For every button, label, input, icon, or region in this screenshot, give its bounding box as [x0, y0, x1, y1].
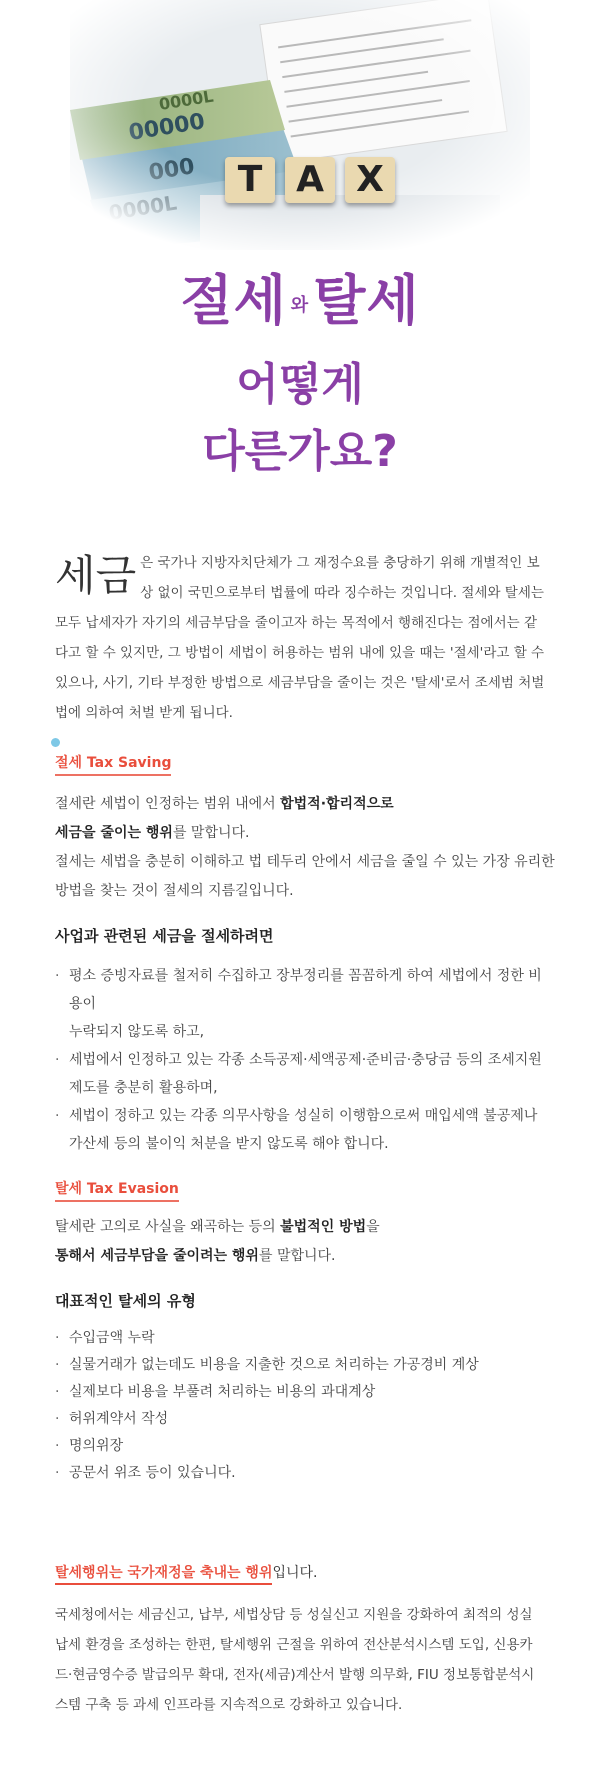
- evasion-bullet-item: · 명의위장: [55, 1433, 555, 1460]
- tax-hero-image: [70, 0, 530, 250]
- saving-bullet-2-line2: 제도를 충분히 활용하며,: [69, 1080, 218, 1096]
- evasion-def-pre: 탈세란 고의로 사실을 왜곡하는 등의: [55, 1219, 281, 1235]
- saving-bullet-2-line1: 세법에서 인정하고 있는 각종 소득공제·세액공제·준비금·충당금 등의 조세지원: [69, 1052, 542, 1068]
- saving-description: 절세는 세법을 충분히 이해하고 법 테두리 안에서 세금을 줄일 수 있는 가장 유리한 방법을 찾는 것이 절세의 지름길입니다.: [55, 854, 555, 899]
- saving-bullet-item: [55, 1046, 555, 1102]
- saving-heading-text: 절세 Tax Saving: [55, 755, 172, 771]
- saving-def-pre: 절세란 세법이 인정하는 범위 내에서: [55, 796, 281, 812]
- intro-text: 은 국가나 지방자치단체가 그 재정수요를 충당하기 위해 개별적인 보상 없이 국민으로부터 법률에 따라 징수하는 것입니다. 절세와 탈세는 모두 납세자가 자기의 세금부담을 줄이고자 하는 목적에서 행해진다는 점에서는 같다고 할 수 있지만, 그 방법이 세법이 허용하는 범위 내에 있을 때는 '절세'라고 할 수 있으나, 사기, 기타 부정한 방법으로 세금부담을 줄이는 것은 '탈세'로서 조세범 처벌법에 의하여 처벌 받게 됩니다.: [55, 555, 545, 721]
- closing-heading: [55, 1562, 318, 1582]
- evasion-subheading: 대표적인 탈세의 유형: [55, 1292, 196, 1310]
- saving-bullet-item: [55, 962, 555, 1046]
- saving-heading-underline: [55, 774, 171, 776]
- title-connector: 와: [290, 295, 310, 317]
- title-saving: 절세: [180, 269, 287, 332]
- evasion-heading: [55, 1178, 179, 1198]
- saving-bullet-3-line2: 가산세 등의 불이익 처분을 받지 않도록 해야 합니다.: [69, 1136, 389, 1152]
- evasion-bullet-item: · 허위계약서 작성: [55, 1406, 555, 1433]
- saving-heading: [55, 752, 171, 772]
- evasion-definition: [55, 1213, 555, 1271]
- evasion-bullet-list: [55, 1325, 555, 1487]
- hero-section: [0, 0, 600, 500]
- evasion-def-bold1: 불법적인 방법: [280, 1219, 367, 1235]
- saving-bullet-3-line1: 세법이 정하고 있는 각종 의무사항을 성실히 이행함으로써 매입세액 불공제나: [69, 1108, 538, 1124]
- hero-photo-illustration: [70, 0, 530, 250]
- saving-def-bold1: 합법적·합리적으로: [280, 796, 394, 812]
- tile-x: X: [345, 157, 395, 203]
- saving-bullet-item: [55, 1102, 555, 1158]
- section-dot-icon: [51, 738, 60, 747]
- evasion-bullet-item: · 실물거래가 없는데도 비용을 지출한 것으로 처리하는 가공경비 계상: [55, 1352, 555, 1379]
- evasion-bullet-item: · 수입금액 누락: [55, 1325, 555, 1352]
- evasion-heading-text: 탈세 Tax Evasion: [55, 1181, 179, 1197]
- closing-heading-post: 입니다.: [272, 1565, 318, 1581]
- tile-a: A: [285, 157, 335, 203]
- saving-subheading: 사업과 관련된 세금을 절세하려면: [55, 927, 274, 945]
- evasion-bullet-item: · 실제보다 비용을 부풀려 처리하는 비용의 과대계상: [55, 1379, 555, 1406]
- evasion-def-mid: 을: [366, 1219, 380, 1235]
- main-title-line1: [0, 258, 600, 335]
- saving-bullet-list: [55, 962, 555, 1158]
- saving-bullet-1-line1: 평소 증빙자료를 철저히 수집하고 장부정리를 꼼꼼하게 하여 세법에서 정한 비용이: [69, 968, 542, 1012]
- evasion-def-bold2: 통해서 세금부담을 줄이려는 행위: [55, 1248, 259, 1264]
- tile-t: T: [225, 157, 275, 203]
- closing-heading-highlight: 탈세행위는 국가재정을 축내는 행위: [55, 1565, 272, 1585]
- intro-dropcap: 세금: [55, 551, 137, 600]
- saving-def-bold2: 세금을 줄이는 행위: [55, 825, 173, 841]
- closing-paragraph: 국세청에서는 세금신고, 납부, 세법상담 등 성실신고 지원을 강화하여 최적의 성실납세 환경을 조성하는 한편, 탈세행위 근절을 위하여 전산분석시스템 도입, 신용카드·현금영수증 발급의무 확대, 전자(세금)계산서 발행 의무화, FIU 정보통합분석시스템 구축 등 과세 인프라를 지속적으로 강화하고 있습니다.: [55, 1607, 535, 1713]
- intro-paragraph: [55, 548, 550, 728]
- saving-bullet-1-line2: 누락되지 않도록 하고,: [69, 1024, 205, 1040]
- evasion-def-post: 를 말합니다.: [258, 1248, 336, 1264]
- main-title-line3: 다른가요?: [202, 426, 398, 477]
- title-evasion: 탈세: [313, 269, 420, 332]
- evasion-heading-underline: [55, 1200, 179, 1202]
- saving-definition: [55, 790, 555, 906]
- saving-def-post: 를 말합니다.: [172, 825, 250, 841]
- evasion-bullet-item: · 공문서 위조 등이 있습니다.: [55, 1460, 555, 1487]
- main-title-line2: 어떻게: [236, 359, 364, 410]
